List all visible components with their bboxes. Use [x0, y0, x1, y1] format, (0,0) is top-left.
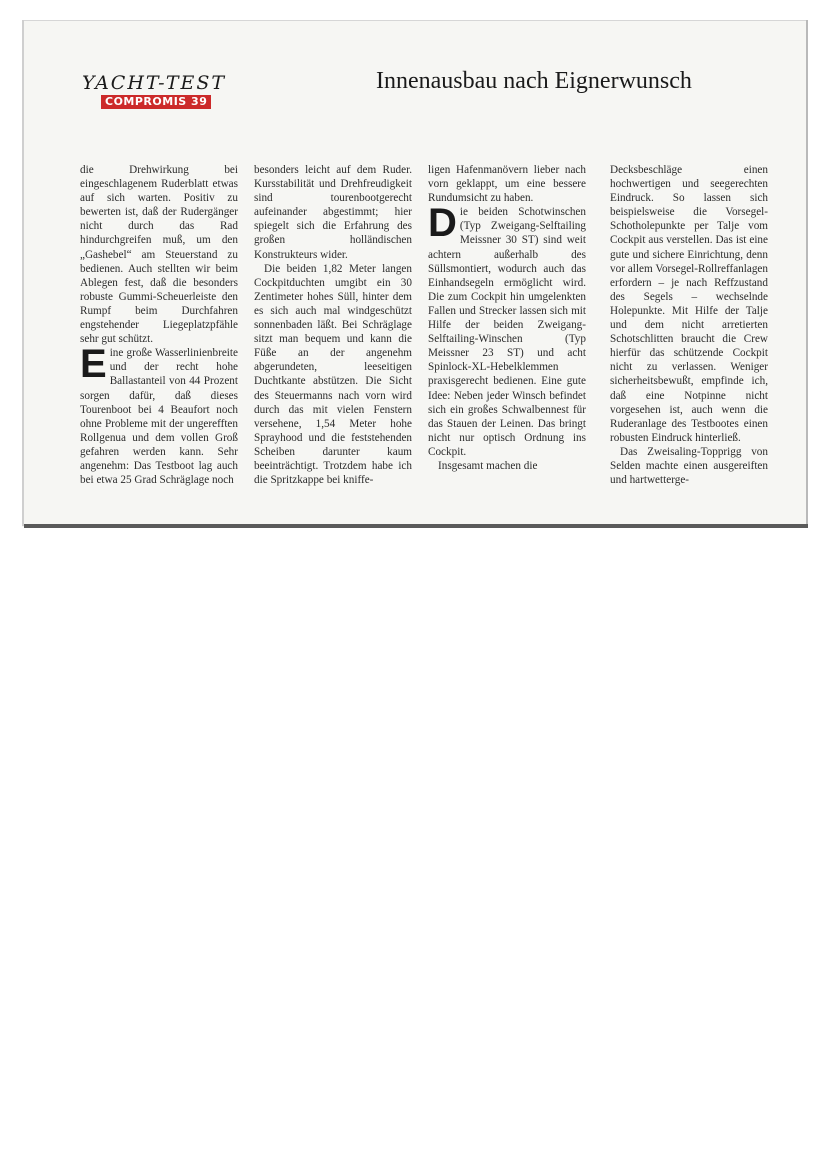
- model-badge: COMPROMIS 39: [101, 95, 211, 109]
- text-column-1: [80, 163, 238, 487]
- section-kicker: YACHT-TEST: [82, 72, 227, 94]
- paragraph-text: ligen Hafenmanövern lieber nach vorn geklappt, um eine bessere Rundumsicht zu haben.: [428, 164, 586, 205]
- paragraph: [428, 163, 586, 205]
- text-column-4: [610, 163, 768, 487]
- paragraph: [254, 262, 412, 488]
- article-headline: Innenausbau nach Eignerwunsch: [376, 68, 692, 94]
- paragraph-text: Decksbeschläge einen hochwertigen und seegerechten Eindruck. So lassen sich beispielsweise die Vorsegel-Schotholepunkte per Talje vom Cockpit aus verstellen. Das ist eine gute und sichere Einrichtung, denn vor allem Vorsegel-Rollreffanlagen erfordern – je nach Reffzustand des Segels – wechselnde Holepunkte. Mit Hilfe der Talje und dem nicht arretierten Schotschlitten braucht die Crew hierfür das schützende Cockpit nicht zu verlassen. Weniger sicherheitsbewußt, empfinde ich, daß eine Notpinne nicht vorgesehen ist, auch wenn die Ruderanlage des Testbootes einen robusten Eindruck hinterließ.: [610, 164, 768, 444]
- paragraph-text: Insgesamt machen die: [438, 459, 538, 472]
- scan-edge-bottom: [24, 524, 808, 528]
- paragraph-text: Das Zweisaling-Topprigg von Selden machte einen ausgereiften und hartwetterge-: [610, 445, 768, 487]
- dropcap: D: [428, 201, 457, 246]
- paragraph: [254, 163, 412, 262]
- paragraph: [80, 163, 238, 346]
- paragraph: [428, 459, 586, 473]
- paragraph-text: besonders leicht auf dem Ruder. Kursstabilität und Drehfreudigkeit sind tourenbootgerecht aufeinander abgestimmt; hier spiegelt sich die Erfahrung des großen holländischen Konstrukteurs wider.: [254, 164, 412, 261]
- dropcap: E: [80, 342, 107, 387]
- paragraph: [80, 342, 238, 487]
- text-column-2: [254, 163, 412, 487]
- paragraph-text: Die beiden 1,82 Meter langen Cockpitduchten umgibt ein 30 Zentimeter hohes Süll, hinter dem es sich auch mal windgeschützt sonnenbaden läßt. Bei Schräglage sitzt man bequem und kann die Füße an der angenehm abgerundeten, leeseitigen Duchtkante abstützen. Die Sicht des Steuermanns nach vorn wird durch das mit vielen Fenstern versehene, 1,54 Meter hohe Sprayhood und die feststehenden Scheiben darunter kaum beeinträchtigt. Trotzdem habe ich die Spritzkappe bei kniffe-: [254, 262, 412, 487]
- scan-edge-left: [22, 20, 24, 526]
- paragraph: [428, 201, 586, 459]
- paragraph: [610, 163, 768, 445]
- text-column-3: [428, 163, 586, 473]
- paragraph-text: ine große Wasserlinienbreite und der recht hohe Ballastanteil von 44 Prozent sorgen dafür, daß dieses Tourenboot bei 4 Beaufort noch ohne Probleme mit der ungerefften Rollgenua und dem vollen Groß gefahren werden kann. Sehr angenehm: Das Testboot lag auch bei etwa 25 Grad Schräglage noch: [80, 347, 238, 487]
- paragraph: [610, 445, 768, 487]
- paragraph-text: ie beiden Schotwinschen (Typ Zweigang-Selftailing Meissner 30 ST) sind weit achtern außerhalb des Süllsmontiert, wodurch auch das Einhandsegeln ermöglicht wird. Die zum Cockpit hin umgelenkten Fallen und Strecker lassen sich mit Hilfe der beiden Zweigang-Selftailing-Winschen (Typ Meissner 23 ST) und acht Spinlock-XL-Hebelklemmen praxisgerecht bedienen. Eine gute Idee: Neben jeder Winsch befindet sich ein großes Schwalbennest für das Stauen der Leinen. Das bringt nicht nur optisch Ordnung ins Cockpit.: [428, 206, 586, 458]
- paragraph-text: die Drehwirkung bei eingeschlagenem Ruderblatt etwas auf sich warten. Positiv zu bewerten ist, daß der Rudergänger nicht durch das Rad hindurchgreifen muß, um den „Gashebel“ am Steuerstand zu bedienen. Auch stellten wir beim Ablegen fest, daß die besonders robuste Gummi-Scheuerleiste den Rumpf beim Durchfahren engstehender Liegeplatzpfähle sehr gut schützt.: [80, 164, 238, 346]
- scan-edge-right: [806, 20, 808, 528]
